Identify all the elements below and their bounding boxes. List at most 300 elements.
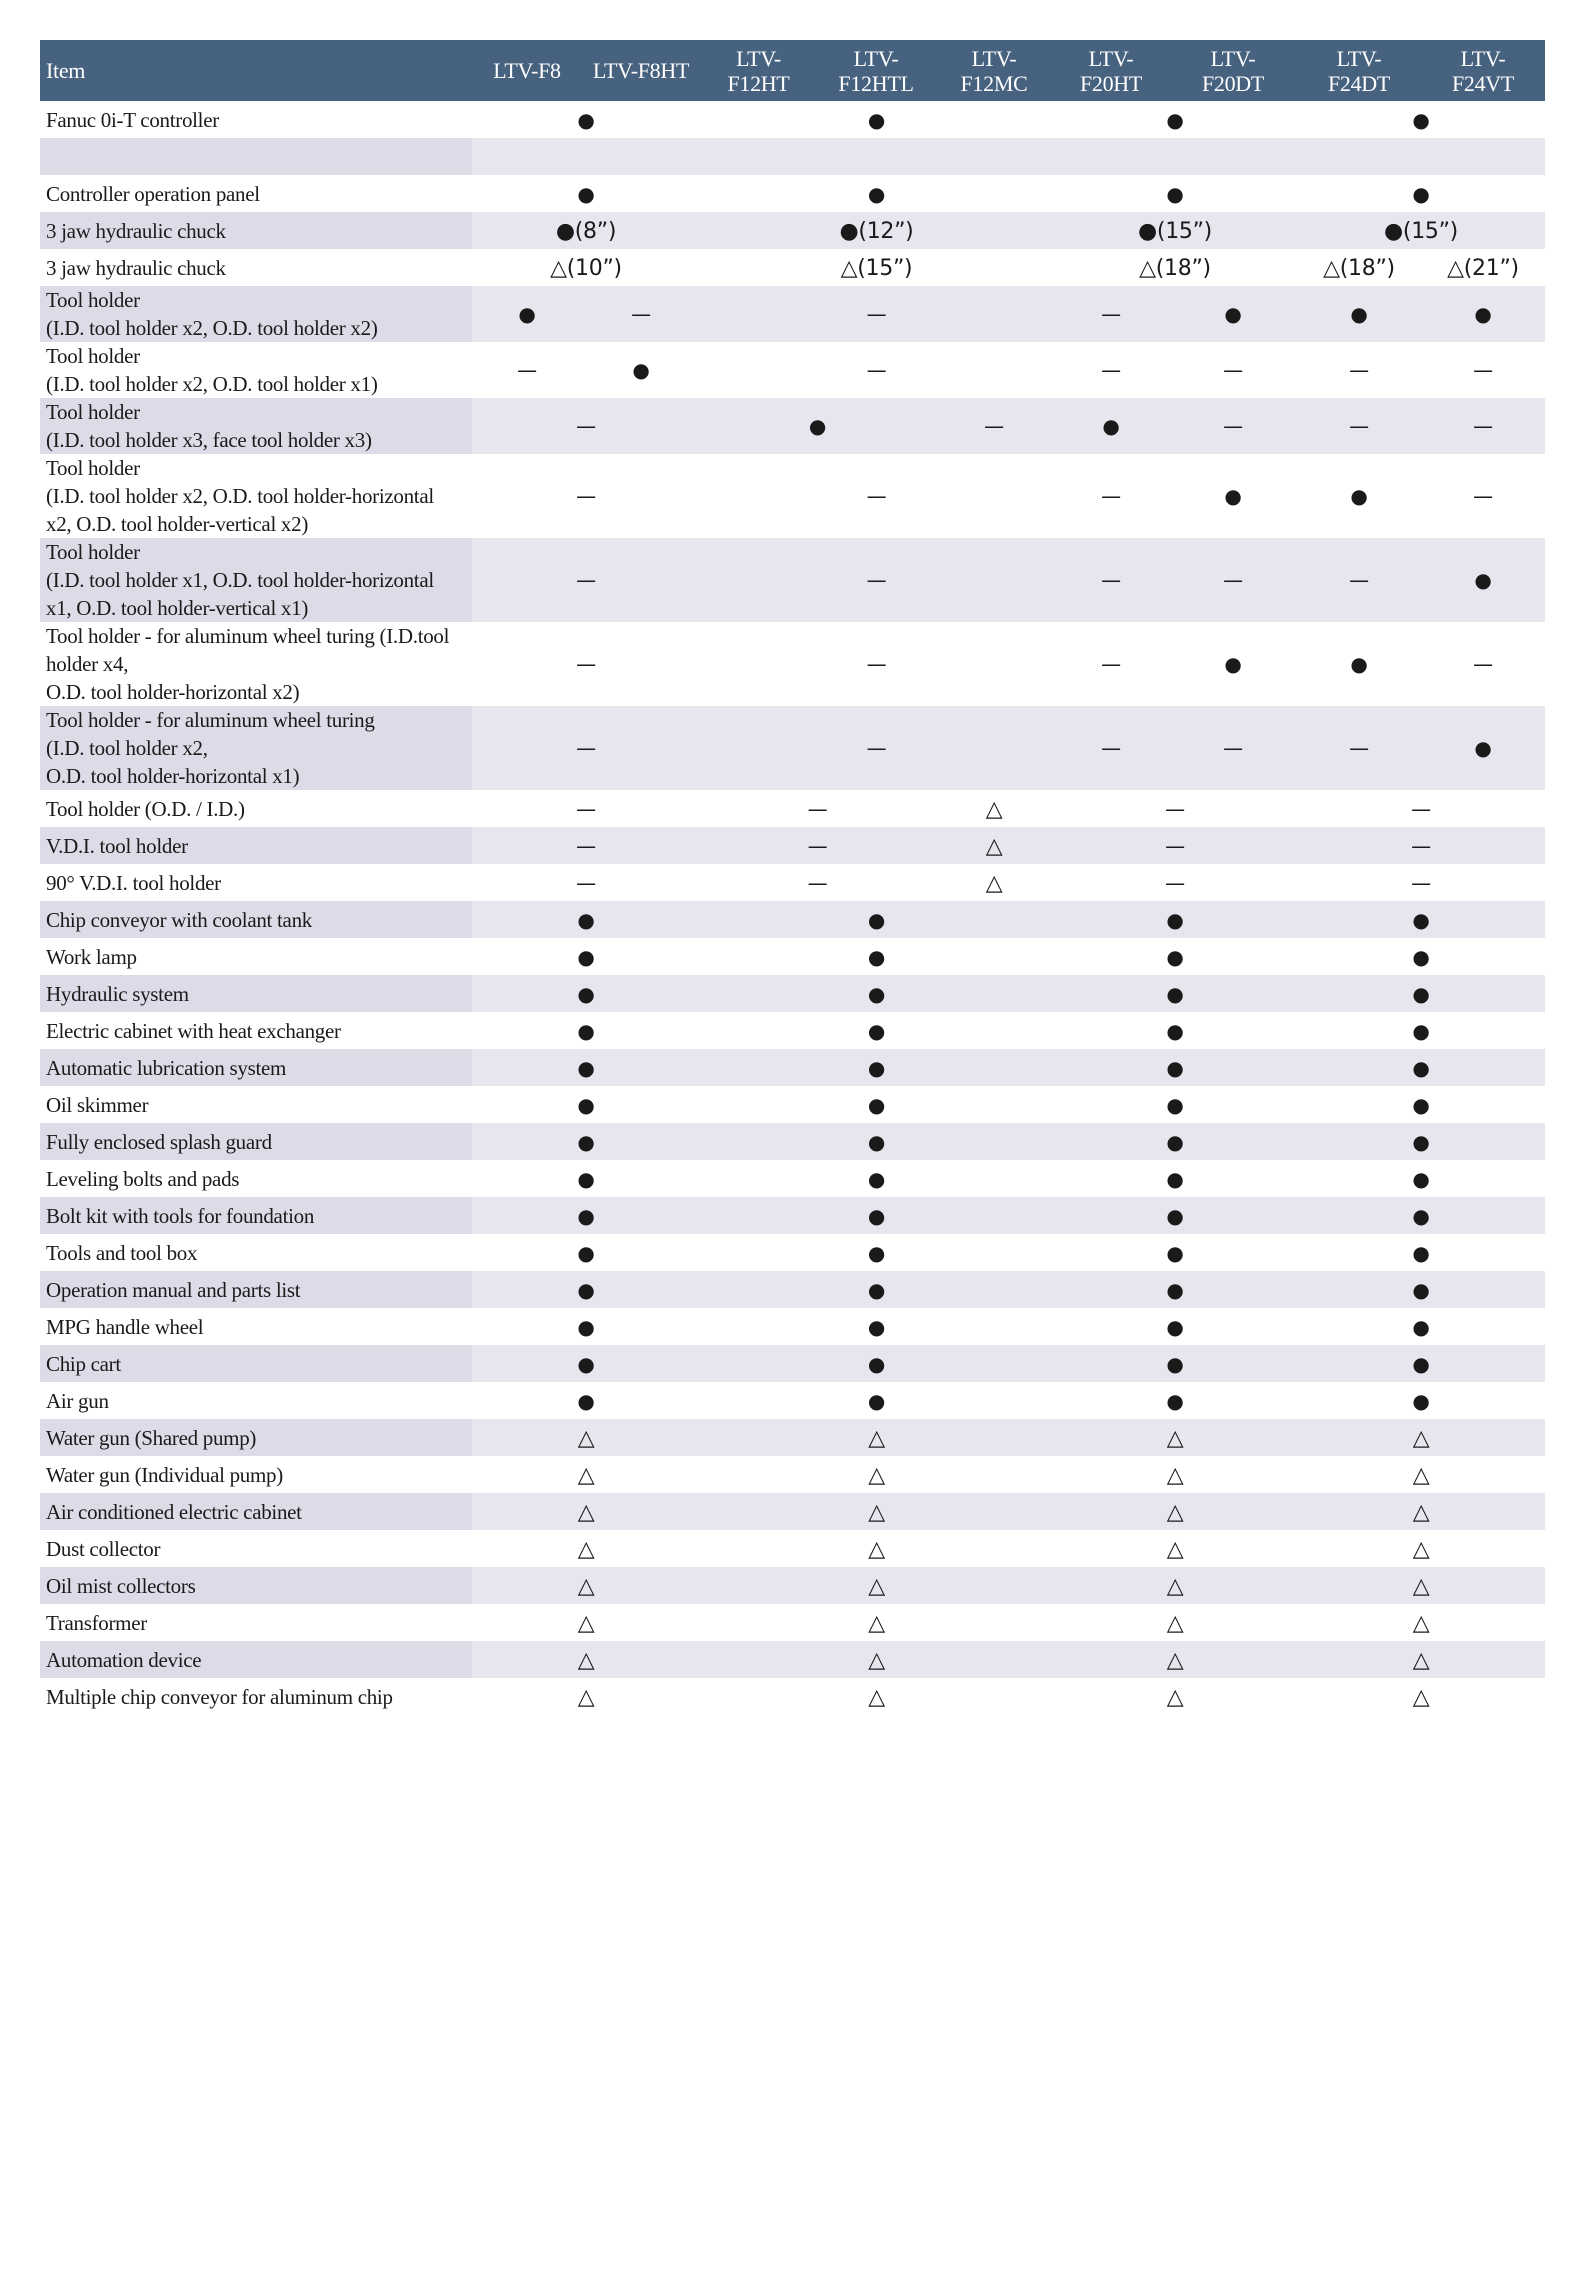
spec-cell bbox=[1053, 1308, 1297, 1345]
spec-cell bbox=[700, 1604, 1053, 1641]
spec-cell bbox=[935, 790, 1053, 827]
header-model: LTV- F12HTL bbox=[817, 40, 935, 101]
spec-cell bbox=[1053, 1419, 1297, 1456]
table-row bbox=[40, 212, 1545, 249]
table-row bbox=[40, 827, 1545, 864]
spec-cell bbox=[1053, 1012, 1297, 1049]
spec-value: △(15”) bbox=[840, 255, 913, 281]
table-row bbox=[40, 1234, 1545, 1271]
optional-triangle-icon: △ bbox=[1412, 1499, 1430, 1525]
spec-cell bbox=[472, 249, 700, 286]
spec-cell bbox=[1297, 212, 1545, 249]
spec-cell bbox=[472, 101, 700, 138]
standard-dot-icon: ● bbox=[1474, 736, 1492, 760]
row-label: Air conditioned electric cabinet bbox=[40, 1493, 472, 1530]
spec-cell bbox=[1053, 1530, 1297, 1567]
standard-dot-icon: ● bbox=[1166, 181, 1184, 206]
spec-value: △(18”) bbox=[1323, 255, 1395, 281]
standard-dot-icon: ● bbox=[867, 1166, 886, 1191]
not-available-dash-icon: — bbox=[1101, 736, 1121, 760]
standard-dot-icon: ● bbox=[867, 1314, 886, 1339]
optional-triangle-icon: △ bbox=[577, 1425, 595, 1451]
spec-cell bbox=[472, 1493, 700, 1530]
spec-cell bbox=[472, 1345, 700, 1382]
row-label: Air gun bbox=[40, 1382, 472, 1419]
row-label: 90° V.D.I. tool holder bbox=[40, 864, 472, 901]
spec-cell bbox=[1053, 827, 1297, 864]
spec-cell bbox=[700, 938, 1053, 975]
not-available-dash-icon: — bbox=[984, 414, 1004, 438]
spec-cell bbox=[700, 1160, 1053, 1197]
spec-cell bbox=[1297, 1086, 1545, 1123]
standard-dot-icon: ● bbox=[1412, 107, 1430, 132]
spec-cell bbox=[1421, 538, 1545, 622]
not-available-dash-icon: — bbox=[576, 484, 596, 508]
spec-cell bbox=[700, 175, 1053, 212]
spec-cell bbox=[1169, 342, 1297, 398]
standard-dot-icon: ● bbox=[1224, 484, 1242, 508]
optional-triangle-icon: △ bbox=[1166, 1462, 1184, 1488]
standard-dot-icon: ● bbox=[867, 907, 886, 932]
standard-dot-icon: ● bbox=[1166, 1018, 1184, 1043]
table-row bbox=[40, 398, 1545, 454]
row-label: Dust collector bbox=[40, 1530, 472, 1567]
optional-triangle-icon: △ bbox=[1412, 1573, 1430, 1599]
standard-dot-icon: ● bbox=[867, 1129, 886, 1154]
spec-cell bbox=[700, 1345, 1053, 1382]
spec-cell bbox=[700, 864, 935, 901]
not-available-dash-icon: — bbox=[866, 568, 887, 592]
spec-cell bbox=[1053, 864, 1297, 901]
standard-dot-icon: ● bbox=[1412, 907, 1430, 932]
spec-cell bbox=[472, 622, 700, 706]
spec-cell bbox=[472, 175, 700, 212]
spec-cell bbox=[1297, 1641, 1545, 1678]
spec-cell bbox=[1169, 454, 1297, 538]
not-available-dash-icon: — bbox=[576, 796, 596, 821]
spec-cell bbox=[472, 1086, 700, 1123]
not-available-dash-icon: — bbox=[1411, 833, 1431, 858]
spec-cell bbox=[1297, 1678, 1545, 1715]
table-row bbox=[40, 975, 1545, 1012]
spec-cell bbox=[1297, 398, 1421, 454]
standard-dot-icon: ● bbox=[1166, 907, 1184, 932]
spec-cell bbox=[472, 1530, 700, 1567]
optional-triangle-icon: △ bbox=[868, 1647, 885, 1673]
table-header bbox=[40, 40, 1545, 101]
not-available-dash-icon: — bbox=[1411, 870, 1431, 895]
spec-cell bbox=[1053, 1604, 1297, 1641]
spec-cell bbox=[472, 864, 700, 901]
spec-cell bbox=[700, 1012, 1053, 1049]
row-label: Chip conveyor with coolant tank bbox=[40, 901, 472, 938]
standard-dot-icon: ● bbox=[577, 1018, 595, 1043]
spec-value: △(18”) bbox=[1139, 255, 1211, 281]
spec-cell bbox=[472, 1419, 700, 1456]
spec-cell bbox=[1421, 706, 1545, 790]
spec-cell bbox=[1169, 398, 1297, 454]
not-available-dash-icon: — bbox=[1473, 358, 1493, 382]
spec-cell bbox=[1297, 1604, 1545, 1641]
optional-triangle-icon: △ bbox=[1166, 1610, 1184, 1636]
standard-dot-icon: ● bbox=[867, 1388, 886, 1413]
spec-cell bbox=[700, 622, 1053, 706]
header-model: LTV- F20HT bbox=[1053, 40, 1169, 101]
optional-triangle-icon: △ bbox=[577, 1462, 595, 1488]
standard-dot-icon: ● bbox=[632, 358, 650, 382]
standard-dot-icon: ● bbox=[1166, 1388, 1184, 1413]
spec-cell bbox=[700, 1641, 1053, 1678]
not-available-dash-icon: — bbox=[1223, 736, 1243, 760]
standard-dot-icon: ● bbox=[1412, 1240, 1430, 1265]
table-row bbox=[40, 1308, 1545, 1345]
spec-cell bbox=[700, 1234, 1053, 1271]
row-label: 3 jaw hydraulic chuck bbox=[40, 212, 472, 249]
spec-cell bbox=[935, 398, 1053, 454]
spec-cell bbox=[1421, 622, 1545, 706]
row-label: Tool holder (I.D. tool holder x1, O.D. tool holder-horizontal x1, O.D. tool holder-vertical x1) bbox=[40, 538, 472, 622]
spec-cell bbox=[700, 1049, 1053, 1086]
spec-cell bbox=[1297, 538, 1421, 622]
spec-cell bbox=[700, 538, 1053, 622]
spec-cell bbox=[472, 1049, 700, 1086]
optional-triangle-icon: △ bbox=[577, 1499, 595, 1525]
standard-dot-icon: ● bbox=[1350, 652, 1368, 676]
row-label: Tool holder - for aluminum wheel turing (I.D.tool holder x4, O.D. tool holder-horizontal x2) bbox=[40, 622, 472, 706]
not-available-dash-icon: — bbox=[517, 358, 537, 382]
spec-cell bbox=[700, 790, 935, 827]
table-row bbox=[40, 1456, 1545, 1493]
spec-cell bbox=[935, 864, 1053, 901]
standard-dot-icon: ● bbox=[577, 944, 595, 969]
optional-triangle-icon: △ bbox=[577, 1647, 595, 1673]
spec-cell bbox=[1297, 175, 1545, 212]
table-row bbox=[40, 1419, 1545, 1456]
spec-cell bbox=[1053, 212, 1297, 249]
spec-cell bbox=[700, 1086, 1053, 1123]
spec-cell bbox=[1053, 1123, 1297, 1160]
spec-cell bbox=[1169, 622, 1297, 706]
standard-dot-icon: ● bbox=[867, 1277, 886, 1302]
not-available-dash-icon: — bbox=[1473, 652, 1493, 676]
spec-cell bbox=[700, 827, 935, 864]
optional-triangle-icon: △ bbox=[1166, 1573, 1184, 1599]
standard-dot-icon: ● bbox=[1166, 1277, 1184, 1302]
row-label: Tool holder (I.D. tool holder x3, face tool holder x3) bbox=[40, 398, 472, 454]
spec-cell bbox=[1297, 1456, 1545, 1493]
spec-cell bbox=[472, 138, 1545, 175]
table-row bbox=[40, 1567, 1545, 1604]
spec-cell bbox=[700, 1678, 1053, 1715]
spec-cell bbox=[472, 212, 700, 249]
optional-triangle-icon: △ bbox=[985, 796, 1003, 822]
row-label: Oil skimmer bbox=[40, 1086, 472, 1123]
row-label: Water gun (Individual pump) bbox=[40, 1456, 472, 1493]
spec-cell bbox=[700, 1530, 1053, 1567]
not-available-dash-icon: — bbox=[1349, 568, 1369, 592]
standard-dot-icon: ● bbox=[577, 1129, 595, 1154]
spec-cell bbox=[700, 1271, 1053, 1308]
spec-cell bbox=[472, 1382, 700, 1419]
spec-cell bbox=[1053, 790, 1297, 827]
optional-triangle-icon: △ bbox=[1166, 1425, 1184, 1451]
not-available-dash-icon: — bbox=[866, 736, 887, 760]
standard-dot-icon: ● bbox=[577, 1388, 595, 1413]
header-model: LTV- F12MC bbox=[935, 40, 1053, 101]
row-label: Chip cart bbox=[40, 1345, 472, 1382]
spec-cell bbox=[472, 342, 582, 398]
standard-dot-icon: ● bbox=[1166, 1129, 1184, 1154]
spec-cell bbox=[1053, 1382, 1297, 1419]
spec-cell bbox=[1169, 286, 1297, 342]
standard-dot-icon: ● bbox=[1166, 1055, 1184, 1080]
spec-cell bbox=[700, 1493, 1053, 1530]
spec-cell bbox=[1297, 864, 1545, 901]
row-label: Tool holder - for aluminum wheel turing (I.D. tool holder x2, O.D. tool holder-horizontal x1) bbox=[40, 706, 472, 790]
spec-cell bbox=[472, 706, 700, 790]
spec-cell bbox=[700, 1456, 1053, 1493]
not-available-dash-icon: — bbox=[807, 870, 828, 895]
spec-cell bbox=[1053, 1345, 1297, 1382]
spec-cell bbox=[1421, 249, 1545, 286]
spec-cell bbox=[1297, 1419, 1545, 1456]
optional-triangle-icon: △ bbox=[577, 1573, 595, 1599]
not-available-dash-icon: — bbox=[1223, 568, 1243, 592]
table-row bbox=[40, 175, 1545, 212]
standard-dot-icon: ● bbox=[1412, 1166, 1430, 1191]
not-available-dash-icon: — bbox=[1411, 796, 1431, 821]
spec-cell bbox=[472, 827, 700, 864]
spec-cell bbox=[1053, 1049, 1297, 1086]
table-row bbox=[40, 1123, 1545, 1160]
spec-cell bbox=[1169, 538, 1297, 622]
standard-dot-icon: ● bbox=[1166, 1351, 1184, 1376]
table-row bbox=[40, 454, 1545, 538]
spec-cell bbox=[1297, 622, 1421, 706]
header-model: LTV- F20DT bbox=[1169, 40, 1297, 101]
standard-dot-icon: ● bbox=[577, 1314, 595, 1339]
spec-cell bbox=[1297, 101, 1545, 138]
not-available-dash-icon: — bbox=[807, 796, 828, 821]
standard-dot-icon: ● bbox=[1350, 484, 1368, 508]
spec-cell bbox=[1297, 249, 1421, 286]
standard-dot-icon: ● bbox=[867, 981, 886, 1006]
standard-dot-icon: ● bbox=[867, 181, 886, 206]
spec-cell bbox=[1297, 938, 1545, 975]
spec-cell bbox=[1053, 398, 1169, 454]
spec-cell bbox=[1297, 975, 1545, 1012]
spec-cell bbox=[1053, 1493, 1297, 1530]
row-label: Controller operation panel bbox=[40, 175, 472, 212]
table-row bbox=[40, 1160, 1545, 1197]
spec-cell bbox=[1297, 1530, 1545, 1567]
spec-value: △(10”) bbox=[550, 255, 622, 281]
optional-triangle-icon: △ bbox=[868, 1425, 885, 1451]
standard-dot-icon: ● bbox=[1350, 302, 1368, 326]
spec-cell bbox=[1421, 342, 1545, 398]
spec-cell bbox=[1053, 901, 1297, 938]
spec-cell bbox=[472, 1604, 700, 1641]
spec-cell bbox=[1053, 1160, 1297, 1197]
table-row bbox=[40, 1641, 1545, 1678]
standard-dot-icon: ● bbox=[867, 1351, 886, 1376]
table-row bbox=[40, 1493, 1545, 1530]
spec-cell bbox=[700, 249, 1053, 286]
row-label: Automation device bbox=[40, 1641, 472, 1678]
spec-cell bbox=[1053, 101, 1297, 138]
standard-dot-icon: ● bbox=[577, 1166, 595, 1191]
standard-dot-icon: ● bbox=[1166, 981, 1184, 1006]
not-available-dash-icon: — bbox=[1473, 414, 1493, 438]
optional-triangle-icon: △ bbox=[985, 833, 1003, 859]
row-label: MPG handle wheel bbox=[40, 1308, 472, 1345]
optional-triangle-icon: △ bbox=[1412, 1462, 1430, 1488]
spec-cell bbox=[472, 1197, 700, 1234]
spec-cell bbox=[1169, 706, 1297, 790]
spec-cell bbox=[1297, 901, 1545, 938]
row-label: V.D.I. tool holder bbox=[40, 827, 472, 864]
spec-cell bbox=[1297, 1012, 1545, 1049]
spec-cell bbox=[1297, 706, 1421, 790]
spec-cell bbox=[1297, 454, 1421, 538]
spec-cell bbox=[1053, 1271, 1297, 1308]
spec-cell bbox=[472, 1641, 700, 1678]
standard-dot-icon: ● bbox=[1412, 1277, 1430, 1302]
standard-dot-icon: ● bbox=[1166, 1166, 1184, 1191]
spec-cell bbox=[1297, 1197, 1545, 1234]
standard-dot-icon: ● bbox=[577, 1277, 595, 1302]
not-available-dash-icon: — bbox=[1101, 652, 1121, 676]
not-available-dash-icon: — bbox=[866, 484, 887, 508]
standard-dot-icon: ● bbox=[577, 1055, 595, 1080]
row-label: Multiple chip conveyor for aluminum chip bbox=[40, 1678, 472, 1715]
spec-cell bbox=[1053, 1086, 1297, 1123]
standard-dot-icon: ● bbox=[1166, 1314, 1184, 1339]
not-available-dash-icon: — bbox=[1165, 833, 1185, 858]
row-label: Bolt kit with tools for foundation bbox=[40, 1197, 472, 1234]
not-available-dash-icon: — bbox=[1101, 358, 1121, 382]
optional-triangle-icon: △ bbox=[1166, 1647, 1184, 1673]
row-label: Automatic lubrication system bbox=[40, 1049, 472, 1086]
standard-dot-icon: ● bbox=[1166, 1092, 1184, 1117]
header-model: LTV- F12HT bbox=[700, 40, 817, 101]
table-row bbox=[40, 790, 1545, 827]
spec-cell bbox=[1297, 1271, 1545, 1308]
optional-triangle-icon: △ bbox=[577, 1684, 595, 1710]
optional-triangle-icon: △ bbox=[868, 1499, 885, 1525]
standard-dot-icon: ● bbox=[1412, 1351, 1430, 1376]
spec-cell bbox=[1421, 454, 1545, 538]
standard-dot-icon: ● bbox=[518, 302, 536, 326]
spec-cell bbox=[700, 212, 1053, 249]
standard-dot-icon: ● bbox=[1412, 1092, 1430, 1117]
spec-cell bbox=[1053, 175, 1297, 212]
spec-cell bbox=[1297, 1123, 1545, 1160]
table-row bbox=[40, 1530, 1545, 1567]
standard-dot-icon: ● bbox=[1166, 944, 1184, 969]
row-label: Water gun (Shared pump) bbox=[40, 1419, 472, 1456]
spec-cell bbox=[1053, 342, 1169, 398]
spec-cell bbox=[472, 901, 700, 938]
optional-triangle-icon: △ bbox=[868, 1573, 885, 1599]
spec-cell bbox=[472, 454, 700, 538]
spec-cell bbox=[1053, 1567, 1297, 1604]
table-row bbox=[40, 1678, 1545, 1715]
spec-cell bbox=[1297, 286, 1421, 342]
spec-cell bbox=[700, 1197, 1053, 1234]
spec-cell bbox=[1297, 1567, 1545, 1604]
standard-dot-icon: ● bbox=[1224, 652, 1242, 676]
standard-dot-icon: ● bbox=[1166, 1203, 1184, 1228]
not-available-dash-icon: — bbox=[866, 358, 887, 382]
standard-dot-icon: ● bbox=[1412, 1055, 1430, 1080]
spec-cell bbox=[472, 1678, 700, 1715]
optional-triangle-icon: △ bbox=[577, 1536, 595, 1562]
row-label: Tool holder (I.D. tool holder x2, O.D. tool holder-horizontal x2, O.D. tool holder-vertical x2) bbox=[40, 454, 472, 538]
not-available-dash-icon: — bbox=[1473, 484, 1493, 508]
spec-cell bbox=[582, 286, 700, 342]
row-label: Tool holder (O.D. / I.D.) bbox=[40, 790, 472, 827]
table-row bbox=[40, 864, 1545, 901]
optional-triangle-icon: △ bbox=[1166, 1684, 1184, 1710]
standard-dot-icon: ● bbox=[1412, 1129, 1430, 1154]
standard-dot-icon: ● bbox=[1412, 981, 1430, 1006]
spec-cell bbox=[1053, 1197, 1297, 1234]
spec-cell bbox=[1053, 706, 1169, 790]
optional-triangle-icon: △ bbox=[868, 1462, 885, 1488]
standard-dot-icon: ● bbox=[577, 107, 595, 132]
optional-triangle-icon: △ bbox=[1412, 1647, 1430, 1673]
table-row bbox=[40, 342, 1545, 398]
table-row bbox=[40, 1604, 1545, 1641]
optional-triangle-icon: △ bbox=[868, 1536, 885, 1562]
not-available-dash-icon: — bbox=[576, 414, 596, 438]
table-row bbox=[40, 1012, 1545, 1049]
spec-cell bbox=[700, 398, 935, 454]
standard-dot-icon: ● bbox=[1412, 1388, 1430, 1413]
not-available-dash-icon: — bbox=[576, 568, 596, 592]
spec-cell bbox=[700, 342, 1053, 398]
standard-dot-icon: ● bbox=[577, 981, 595, 1006]
spec-cell bbox=[1297, 1049, 1545, 1086]
spec-cell bbox=[1053, 622, 1169, 706]
not-available-dash-icon: — bbox=[866, 652, 887, 676]
standard-dot-icon: ● bbox=[1474, 568, 1492, 592]
row-label: 3 jaw hydraulic chuck bbox=[40, 249, 472, 286]
header-model: LTV-F8 bbox=[472, 40, 582, 101]
spec-cell bbox=[1053, 1641, 1297, 1678]
spec-cell bbox=[472, 1160, 700, 1197]
spec-cell bbox=[700, 1419, 1053, 1456]
optional-triangle-icon: △ bbox=[1166, 1499, 1184, 1525]
header-model: LTV- F24DT bbox=[1297, 40, 1421, 101]
optional-triangle-icon: △ bbox=[1412, 1425, 1430, 1451]
spec-cell bbox=[472, 790, 700, 827]
not-available-dash-icon: — bbox=[576, 652, 596, 676]
spec-value: ●(15”) bbox=[1384, 218, 1458, 244]
spec-cell bbox=[472, 1308, 700, 1345]
spec-table bbox=[40, 40, 1545, 1715]
spec-cell bbox=[1297, 790, 1545, 827]
standard-dot-icon: ● bbox=[808, 414, 827, 438]
spec-cell bbox=[700, 901, 1053, 938]
spec-cell bbox=[1297, 827, 1545, 864]
row-label: Tool holder (I.D. tool holder x2, O.D. tool holder x2) bbox=[40, 286, 472, 342]
spec-cell bbox=[1297, 1234, 1545, 1271]
not-available-dash-icon: — bbox=[576, 833, 596, 858]
spec-value: △(21”) bbox=[1447, 255, 1519, 281]
table-row bbox=[40, 538, 1545, 622]
